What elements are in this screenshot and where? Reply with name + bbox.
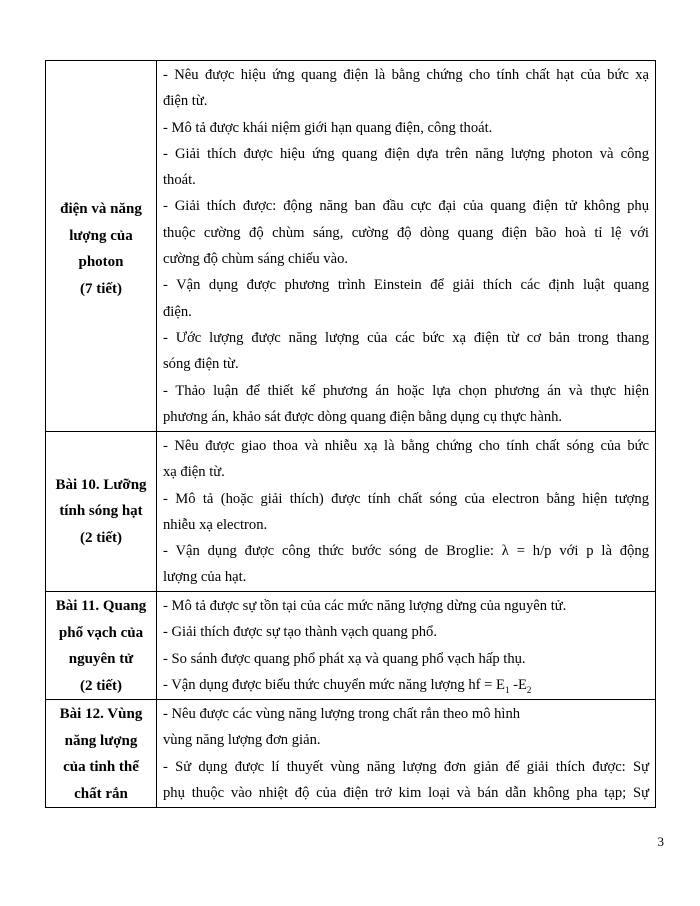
requirements-list	[157, 432, 655, 591]
requirements-list	[157, 592, 655, 698]
requirement-line: - Mô tả được khái niệm giới hạn quang điện, công thoát.	[163, 119, 493, 136]
requirement-formula-line	[163, 672, 649, 698]
requirement-line: - Nêu được các vùng năng lượng trong chất rắn theo mô hình	[163, 706, 521, 722]
requirement-line: - Mô tả được sự tồn tại của các mức năng lượng dừng của nguyên tử.	[163, 598, 567, 614]
requirements-cell	[157, 700, 656, 808]
requirement-line: - Vận dụng được công thức bước sóng de Broglie: λ = h/p với p là động	[163, 543, 649, 560]
lesson-line: lượng của	[69, 227, 133, 244]
lesson-cell	[46, 61, 157, 432]
lesson-line: photon	[78, 254, 124, 270]
lesson-line: của tinh thể	[63, 759, 139, 775]
formula-subscript: 1	[504, 684, 510, 695]
table-row	[46, 592, 656, 700]
requirements-list	[157, 700, 655, 806]
requirement-line: lượng của hạt.	[163, 569, 247, 586]
curriculum-table	[45, 60, 656, 808]
lesson-cell	[46, 432, 157, 592]
formula-prefix: - Vận dụng được biểu thức chuyển mức năng lượng hf = E	[163, 676, 505, 693]
lesson-title	[46, 700, 156, 807]
lesson-line: (2 tiết)	[79, 677, 123, 694]
lesson-line: nguyên tử	[68, 651, 134, 667]
requirement-line: cường độ chùm sáng chiếu vào.	[163, 251, 349, 268]
requirement-line: vùng năng lượng đơn giản.	[163, 732, 321, 749]
requirement-line: nhiễu xạ electron.	[163, 516, 268, 533]
lesson-title	[46, 472, 156, 552]
lesson-line: Bài 10. Lưỡng	[55, 476, 147, 493]
requirement-line: điện từ.	[163, 93, 208, 110]
requirement-line: phụ thuộc vào nhiệt độ của điện trở kim loại và bán dẫn không pha tạp; Sự	[163, 784, 649, 801]
requirements-cell	[157, 592, 656, 700]
requirement-line: xạ điện từ.	[163, 464, 225, 481]
requirements-list	[157, 61, 655, 430]
lesson-line: (7 tiết)	[79, 280, 123, 297]
requirement-line: - Nêu được giao thoa và nhiễu xạ là bằng chứng cho tính chất sóng của bức	[163, 438, 649, 454]
requirement-line: - Giải thích được hiệu ứng quang điện dựa trên năng lượng photon và công	[163, 145, 649, 162]
requirements-cell	[157, 432, 656, 592]
lesson-line: điện và năng	[60, 201, 142, 217]
requirement-line: điện.	[163, 303, 192, 320]
lesson-line: chất rắn	[74, 785, 128, 802]
lesson-cell	[46, 700, 157, 808]
requirement-line: - So sánh được quang phổ phát xạ và quang phổ vạch hấp thụ.	[163, 650, 526, 667]
requirement-line: - Vận dụng được phương trình Einstein để giải thích các định luật quang	[163, 277, 649, 294]
lesson-line: phổ vạch của	[58, 624, 144, 641]
requirement-line: - Thảo luận để thiết kế phương án hoặc lựa chọn phương án và thực hiện	[163, 382, 649, 399]
requirement-line: - Sử dụng được lí thuyết vùng năng lượng đơn giản để giải thích được: Sự	[163, 758, 649, 775]
page-number: 3	[657, 834, 664, 849]
requirement-line: - Giải thích được: động năng ban đầu cực đại của quang điện tử không phụ	[163, 198, 649, 215]
lesson-cell	[46, 592, 157, 700]
lesson-line: tính sóng hạt	[59, 503, 143, 520]
requirement-line: - Giải thích được sự tạo thành vạch quang phổ.	[163, 624, 437, 641]
lesson-line: năng lượng	[64, 732, 138, 749]
requirement-line: thoát.	[163, 172, 196, 189]
requirement-line: - Ước lượng được năng lượng của các bức xạ điện từ cơ bản trong thang	[163, 329, 649, 346]
requirement-line: thuộc cường độ chùm sáng, cường độ dòng quang điện bão hoà tỉ lệ với	[163, 224, 649, 241]
lesson-line: (2 tiết)	[79, 529, 123, 546]
requirement-line: sóng điện từ.	[163, 356, 239, 373]
requirement-line: phương án, khảo sát được dòng quang điện bằng dụng cụ thực hành.	[163, 408, 563, 425]
requirement-line: - Mô tả (hoặc giải thích) được tính chất sóng của electron bằng hiện tượng	[163, 490, 649, 507]
lesson-title	[46, 592, 156, 699]
table-row	[46, 61, 656, 432]
lesson-title	[46, 190, 156, 302]
formula-middle: -E	[509, 676, 527, 693]
lesson-line: Bài 11. Quang	[55, 598, 147, 614]
requirements-cell	[157, 61, 656, 432]
lesson-line: Bài 12. Vùng	[59, 706, 143, 722]
requirement-line: - Nêu được hiệu ứng quang điện là bằng chứng cho tính chất hạt của bức xạ	[163, 67, 649, 83]
formula-subscript: 2	[526, 684, 532, 695]
table-row	[46, 432, 656, 592]
table-row	[46, 700, 656, 808]
